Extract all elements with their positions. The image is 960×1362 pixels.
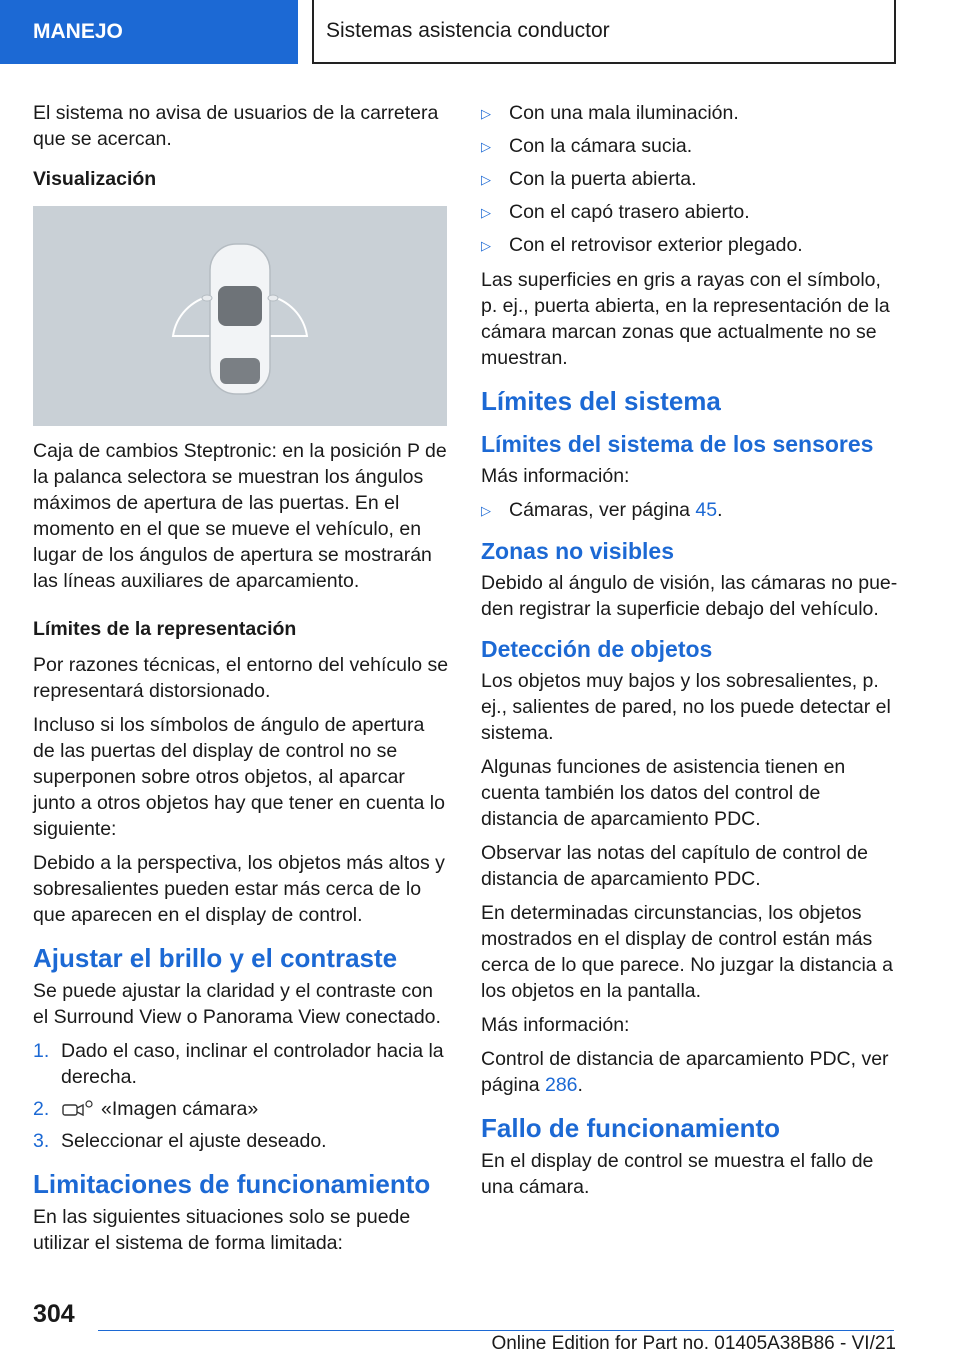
paragraph: Debido a la perspectiva, los objetos más altos y sobresalientes pueden estar más cerca de lo que aparecen en el display de control. <box>33 852 445 926</box>
list-item <box>481 133 899 160</box>
bullet-text: Con una mala iluminación. <box>509 102 739 124</box>
steps-list <box>33 1038 449 1154</box>
heading-limites-sensores: Límites del sistema de los sensores <box>481 431 874 457</box>
paragraph: El sistema no avisa de usuarios de la carretera que se acercan. <box>33 102 439 150</box>
paragraph-text: Control de distancia de aparcamiento PDC, ver página <box>481 1048 889 1096</box>
paragraph: Más información: <box>481 1014 630 1036</box>
paragraph: Observar las notas del capítulo de control de distancia de aparcamiento PDC. <box>481 842 868 890</box>
heading-deteccion: Detección de objetos <box>481 636 713 662</box>
list-item <box>481 100 899 127</box>
bullet-triangle-icon: ▷ <box>481 238 491 253</box>
bullet-text: Con el retrovisor exterior plegado. <box>509 234 803 256</box>
footer-edition: Online Edition for Part no. 01405A38B86 - VI/21 <box>491 1333 896 1354</box>
bullet-triangle-icon: ▷ <box>481 106 491 121</box>
paragraph: Por razones técnicas, el entorno del vehículo se representará distorsionado. <box>33 654 449 702</box>
list-item <box>33 1038 449 1090</box>
subheading-visualizacion: Visualización <box>33 168 157 190</box>
left-column <box>33 100 449 1264</box>
info-list <box>481 497 899 524</box>
paragraph: Control de distancia de aparcamiento PDC, ver página 286. <box>481 1048 889 1096</box>
paragraph: Algunas funciones de asistencia tienen en cuenta también los datos del control de distancia de aparcamiento PDC. <box>481 756 846 830</box>
bullet-triangle-icon: ▷ <box>481 172 491 187</box>
footer-divider <box>98 1330 894 1331</box>
step-number: 1. <box>33 1040 50 1062</box>
paragraph: En las siguientes situaciones solo se puede utilizar el sistema de forma limitada: <box>33 1206 411 1254</box>
bullet-triangle-icon: ▷ <box>481 205 491 220</box>
car-top-view-icon <box>33 206 447 426</box>
bullet-triangle-icon: ▷ <box>481 139 491 154</box>
paragraph: Más información: <box>481 465 630 487</box>
page-number: 304 <box>33 1300 75 1328</box>
page-link-286[interactable]: 286 <box>544 1074 578 1096</box>
heading-limites-sistema: Límites del sistema <box>481 386 721 416</box>
list-item <box>33 1128 449 1154</box>
paragraph: Se puede ajustar la claridad y el contraste con el Surround View o Panorama View conectado. <box>33 980 441 1028</box>
chapter-title: Sistemas asistencia conductor <box>312 0 896 64</box>
list-item: ▷ Cámaras, ver página 45. <box>481 497 899 524</box>
right-column <box>481 100 899 1208</box>
step-text: Dado el caso, inclinar el controlador hacia la derecha. <box>61 1040 444 1088</box>
bullet-text: Con la puerta abierta. <box>509 168 697 190</box>
page-link-45[interactable]: 45 <box>695 499 718 521</box>
paragraph: En determinadas circunstancias, los objetos mostrados en el display de control están más cerca de lo que parece. No juzgar la distancia a los objetos en la pantalla. <box>481 902 893 1002</box>
heading-brillo: Ajustar el brillo y el contraste <box>33 943 398 973</box>
heading-fallo: Fallo de funcionamiento <box>481 1113 781 1143</box>
bullet-text: Cámaras, ver página <box>509 499 696 521</box>
subheading-limites-representacion: Límites de la representación <box>33 618 297 640</box>
section-tab: MANEJO <box>0 0 298 64</box>
bullet-text: Con el capó trasero abierto. <box>509 201 750 223</box>
figure-caption: Caja de cambios Steptronic: en la posición P de la palanca selectora se muestran los ángulos máximos de apertura de las puertas. En el momento en el que se mueve el vehículo, en lugar de los ángulos de apertura se mostrarán las líneas auxiliares de aparcamiento. <box>33 440 447 592</box>
car-top-view-figure <box>33 206 447 426</box>
list-item <box>481 232 899 259</box>
paragraph: Los objetos muy bajos y los sobresalientes, p. ej., salientes de pared, no los puede detectar el sistema. <box>481 670 891 744</box>
step-number: 3. <box>33 1130 50 1152</box>
list-item <box>33 1096 449 1122</box>
conditions-list <box>481 100 899 259</box>
list-item <box>481 199 899 226</box>
paragraph: Las superficies en gris a rayas con el símbolo, p. ej., puerta abierta, en la representación de la cámara marcan zonas que actualmente no se muestran. <box>481 269 890 369</box>
list-item <box>481 166 899 193</box>
paragraph: En el display de control se muestra el fallo de una cámara. <box>481 1150 874 1198</box>
paragraph: Debido al ángulo de visión, las cámaras no pueden registrar la superficie debajo del vehículo. <box>481 572 898 620</box>
camera-settings-icon <box>61 1098 95 1120</box>
heading-limitaciones: Limitaciones de funcionamiento <box>33 1169 431 1199</box>
step-number: 2. <box>33 1098 50 1120</box>
bullet-triangle-icon: ▷ <box>481 503 491 518</box>
bullet-text: Con la cámara sucia. <box>509 135 693 157</box>
step-text: «Imagen cámara» <box>101 1098 259 1120</box>
paragraph: Incluso si los símbolos de ángulo de apertura de las puertas del display de control no se superponen sobre otros objetos, al aparcar junto a otros objetos hay que tener en cuenta lo siguiente: <box>33 714 445 840</box>
step-text: Seleccionar el ajuste deseado. <box>61 1130 327 1152</box>
heading-zonas: Zonas no visibles <box>481 538 674 564</box>
